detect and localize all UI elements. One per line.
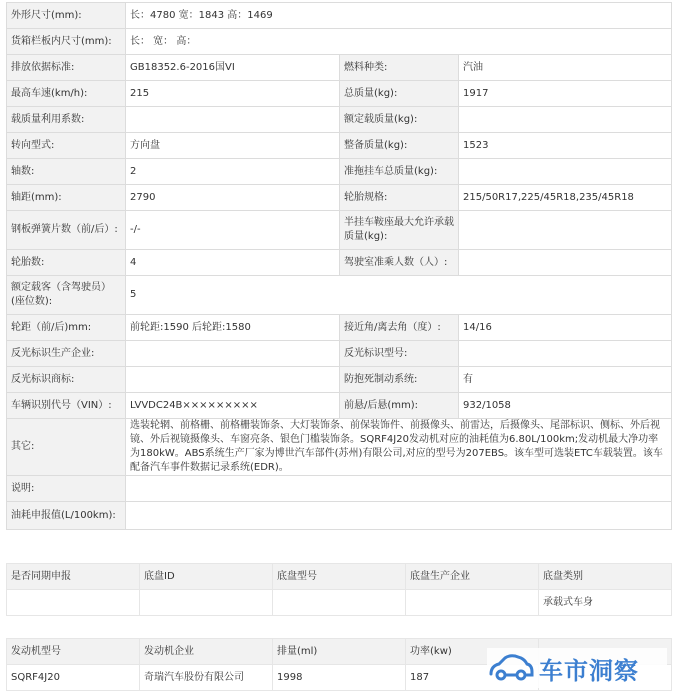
chassis-cell-type: 承载式车身 — [539, 590, 672, 616]
watermark-text: 车市洞察 — [539, 656, 639, 685]
track-value: 前轮距:1590 后轮距:1580 — [126, 315, 340, 341]
engine-cell-displacement: 1998 — [273, 665, 406, 691]
engine-cell-model: SQRF4J20 — [7, 665, 140, 691]
curb-mass-value: 1523 — [459, 133, 672, 159]
track-label: 轮距（前/后)mm: — [7, 315, 126, 341]
tire-spec-label: 轮胎规格: — [340, 185, 459, 211]
steering-value: 方向盘 — [126, 133, 340, 159]
chassis-header-model: 底盘型号 — [273, 564, 406, 590]
abs-value: 有 — [459, 367, 672, 393]
emission-label: 排放依据标准: — [7, 55, 126, 81]
engine-header-displacement: 排量(ml) — [273, 639, 406, 665]
chassis-cell-id — [140, 590, 273, 616]
cargo-box-value: 长： 宽： 高： — [126, 29, 672, 55]
note-value — [126, 476, 672, 502]
dims-value: 长：4780 宽：1843 高：1469 — [126, 3, 672, 29]
chassis-cell-maker — [406, 590, 539, 616]
spring-value: -/- — [126, 211, 340, 250]
chassis-header-sync: 是否同期申报 — [7, 564, 140, 590]
seats-label: 额定载客（含驾驶员）(座位数): — [7, 276, 126, 315]
chassis-header-id: 底盘ID — [140, 564, 273, 590]
saddle-load-value — [459, 211, 672, 250]
steering-label: 转向型式: — [7, 133, 126, 159]
chassis-header-maker: 底盘生产企业 — [406, 564, 539, 590]
cab-passengers-value — [459, 250, 672, 276]
axles-label: 轴数: — [7, 159, 126, 185]
tire-count-value: 4 — [126, 250, 340, 276]
angle-label: 接近角/离去角（度）: — [340, 315, 459, 341]
watermark — [487, 648, 667, 688]
chassis-header-type: 底盘类别 — [539, 564, 672, 590]
reflector-maker-label: 反光标识生产企业: — [7, 341, 126, 367]
curb-mass-label: 整备质量(kg): — [340, 133, 459, 159]
fuel-type-label: 燃料种类: — [340, 55, 459, 81]
emission-value: GB18352.6-2016国VI — [126, 55, 340, 81]
max-speed-label: 最高车速(km/h): — [7, 81, 126, 107]
saddle-load-label: 半挂车鞍座最大允许承载质量(kg): — [340, 211, 459, 250]
dims-label: 外形尺寸(mm): — [7, 3, 126, 29]
vehicle-spec-table — [6, 2, 672, 530]
load-coef-label: 载质量利用系数: — [7, 107, 126, 133]
note-label: 说明: — [7, 476, 126, 502]
reflector-brand-value — [126, 367, 340, 393]
abs-label: 防抱死制动系统: — [340, 367, 459, 393]
engine-cell-maker: 奇瑞汽车股份有限公司 — [140, 665, 273, 691]
cargo-box-label: 货箱栏板内尺寸(mm): — [7, 29, 126, 55]
chassis-cell-sync — [7, 590, 140, 616]
rated-load-label: 额定载质量(kg): — [340, 107, 459, 133]
cab-passengers-label: 驾驶室准乘人数（人）: — [340, 250, 459, 276]
reflector-maker-value — [126, 341, 340, 367]
engine-header-maker: 发动机企业 — [140, 639, 273, 665]
load-coef-value — [126, 107, 340, 133]
engine-cell-power: 187 — [406, 665, 539, 691]
other-value: 选装轮辋、前格栅、前格栅装饰条、大灯装饰条、前保装饰件、前摄像头、前雷达，后摄像头、尾部标识、侧标、外后视镜、外后视镜摄像头、车窗亮条、银色门槛装饰条。SQRF4J20发动机对应的油耗值为6.80L/100km;发动机最大净功率为180kW。ABS系统生产厂家为博世汽车部件(苏州)有限公司,对应的型号为207EBS。该车型可选装ETC车载装置。该车配备汽车事件数据记录系统(EDR)。 — [126, 419, 672, 476]
total-mass-value: 1917 — [459, 81, 672, 107]
overhang-label: 前悬/后悬(mm): — [340, 393, 459, 419]
wheelbase-value: 2790 — [126, 185, 340, 211]
other-label: 其它: — [7, 419, 126, 476]
overhang-value: 932/1058 — [459, 393, 672, 419]
fuel-declared-value — [126, 502, 672, 530]
trailer-mass-value — [459, 159, 672, 185]
engine-header-power: 功率(kw) — [406, 639, 539, 665]
reflector-model-value — [459, 341, 672, 367]
chassis-cell-model — [273, 590, 406, 616]
chassis-table — [6, 563, 672, 616]
wheelbase-label: 轴距(mm): — [7, 185, 126, 211]
reflector-model-label: 反光标识型号: — [340, 341, 459, 367]
reflector-brand-label: 反光标识商标: — [7, 367, 126, 393]
max-speed-value: 215 — [126, 81, 340, 107]
fuel-declared-label: 油耗申报值(L/100km): — [7, 502, 126, 530]
trailer-mass-label: 准拖挂车总质量(kg): — [340, 159, 459, 185]
spring-label: 钢板弹簧片数（前/后）: — [7, 211, 126, 250]
engine-header-model: 发动机型号 — [7, 639, 140, 665]
angle-value: 14/16 — [459, 315, 672, 341]
tire-spec-value: 215/50R17,225/45R18,235/45R18 — [459, 185, 672, 211]
fuel-type-value: 汽油 — [459, 55, 672, 81]
tire-count-label: 轮胎数: — [7, 250, 126, 276]
axles-value: 2 — [126, 159, 340, 185]
car-icon — [487, 652, 535, 684]
vin-label: 车辆识别代号（VIN）: — [7, 393, 126, 419]
vin-value: LVVDC24B××××××××× — [126, 393, 340, 419]
rated-load-value — [459, 107, 672, 133]
seats-value: 5 — [126, 276, 672, 315]
total-mass-label: 总质量(kg): — [340, 81, 459, 107]
